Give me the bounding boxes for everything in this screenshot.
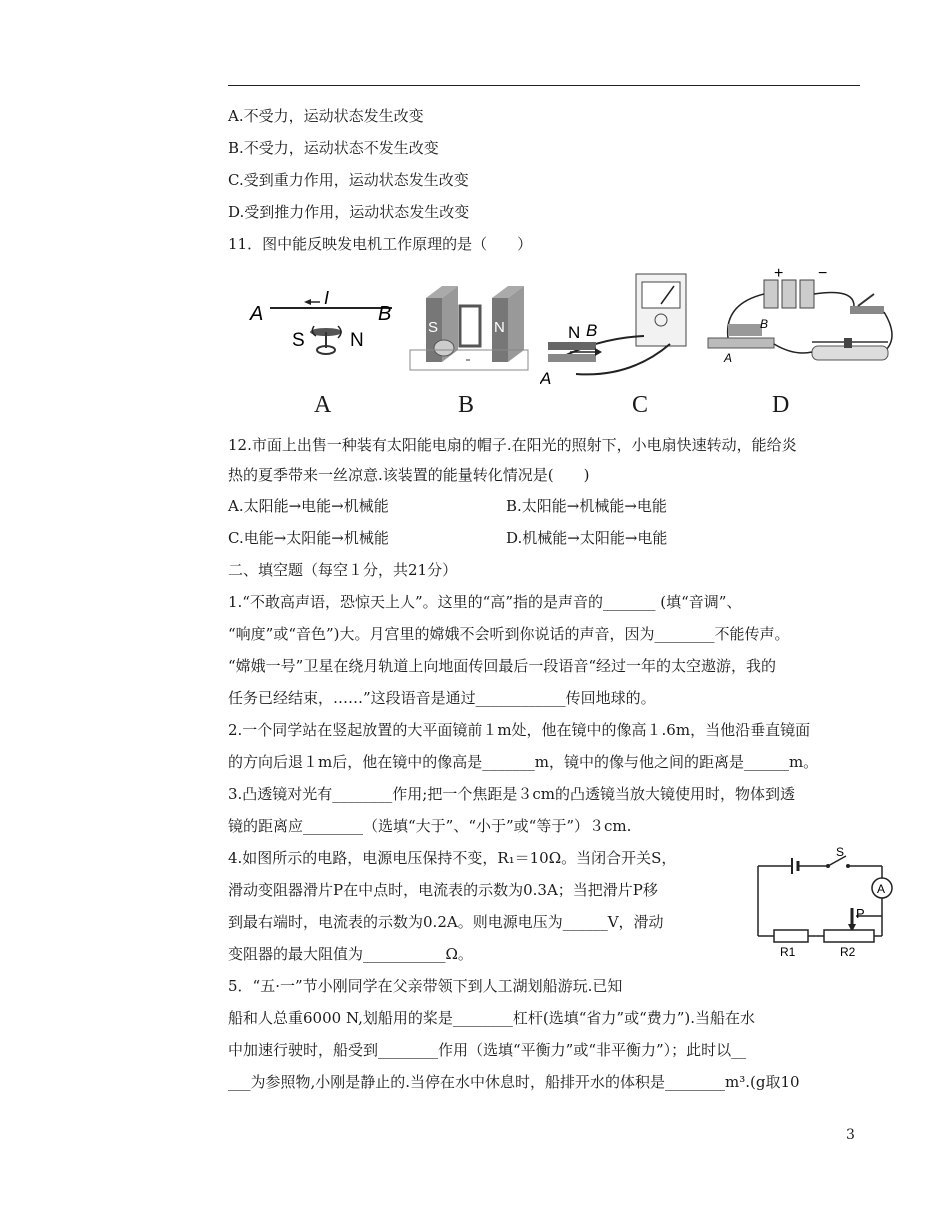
option-a: A.不受力，运动状态发生改变 <box>228 107 424 125</box>
question-12-line1: 12.市面上出售一种装有太阳能电扇的帽子.在阳光的照射下，小电扇快速转动，能给炎 <box>228 436 797 454</box>
fill-5-line4: ___为参照物,小刚是静止的.当停在水中休息时，船排开水的体积是________m³.(g取10 <box>228 1073 800 1091</box>
option-b: B.不受力，运动状态不发生改变 <box>228 139 439 157</box>
fill-1-line3: “嫦娥一号”卫星在绕月轨道上向地面传回最后一段语音“经过一年的太空遨游，我的 <box>228 657 777 675</box>
circuit-label-p: P <box>856 906 865 921</box>
fill-4-line4: 变阻器的最大阻值为___________Ω。 <box>228 945 473 963</box>
label-b-s: S <box>428 319 439 336</box>
circuit-label-r2: R2 <box>840 945 856 958</box>
fill-2-line2: 的方向后退１m后，他在镜中的像高是_______m，镜中的像与他之间的距离是______m。 <box>228 753 819 771</box>
figure-b-label: B <box>458 392 475 418</box>
question-11-stem: 11．图中能反映发电机工作原理的是（ ） <box>228 235 533 253</box>
circuit-diagram <box>752 846 902 958</box>
figure-a-label: A <box>314 392 332 418</box>
fill-4-line2: 滑动变阻器滑片P在中点时，电流表的示数为0.3A；当把滑片P移 <box>228 881 658 899</box>
label-d-minus: − <box>818 268 828 282</box>
label-a-left: A <box>250 303 264 325</box>
figure-b-coil-in-magnet <box>406 268 536 388</box>
fill-4-line3: 到最右端时，电流表的示数为0.2A。则电源电压为______V，滑动 <box>228 913 664 931</box>
fill-3-line1: 3.凸透镜对光有________作用;把一个焦距是３cm的凸透镜当放大镜使用时，物体到透 <box>228 785 795 803</box>
fill-2-line1: 2.一个同学站在竖起放置的大平面镜前１m处，他在镜中的像高１.6m，当他沿垂直镜面 <box>228 721 811 739</box>
q12-option-a: A.太阳能→电能→机械能 <box>228 497 389 515</box>
label-d-b: B <box>760 317 769 331</box>
figure-a-oersted <box>244 268 404 388</box>
label-c-b: B <box>586 321 598 340</box>
fill-1-line2: “响度”或“音色”)大。月宫里的嫦娥不会听到你说话的声音，因为________不能传声。 <box>228 625 790 643</box>
label-a-right: B <box>378 303 392 325</box>
fill-3-line2: 镜的距离应________（选填“大于”、“小于”或“等于”）３cm. <box>228 817 632 835</box>
fill-1-line4: 任务已经结束，……”这段语音是通过____________传回地球的。 <box>228 689 656 707</box>
label-d-a: A <box>724 351 733 365</box>
fill-4-line1: 4.如图所示的电路，电源电压保持不变，R₁＝10Ω。当闭合开关S， <box>228 849 677 867</box>
figure-c-galvanometer <box>540 268 700 388</box>
page-number: 3 <box>846 1127 855 1143</box>
header-rule <box>228 85 860 86</box>
label-c-n: N <box>568 323 581 342</box>
circuit-label-r1: R1 <box>780 945 796 958</box>
figure-d-label: D <box>772 392 790 418</box>
fill-5-line1: 5．“五·一”节小刚同学在父亲带领下到人工湖划船游玩.已知 <box>228 977 623 995</box>
label-d-plus: + <box>774 268 784 282</box>
question-12-line2: 热的夏季带来一丝凉意.该装置的能量转化情况是( ) <box>228 466 590 484</box>
question-11-figures <box>244 268 924 428</box>
fill-5-line3: 中加速行驶时，船受到________作用（选填“平衡力”或“非平衡力”）；此时以__ <box>228 1041 747 1059</box>
q12-option-b: B.太阳能→机械能→电能 <box>506 497 667 515</box>
label-current: I <box>324 288 330 308</box>
circuit-label-ammeter: A <box>877 882 886 896</box>
option-d: D.受到推力作用，运动状态发生改变 <box>228 203 470 221</box>
label-b-n: N <box>494 319 505 336</box>
circuit-label-s: S <box>836 846 845 859</box>
fill-1-line1: 1.“不敢高声语，恐惊天上人”。这里的“高”指的是声音的_______ (填“音调”、 <box>228 593 742 611</box>
label-c-a: A <box>540 369 552 388</box>
q12-option-d: D.机械能→太阳能→电能 <box>506 529 668 547</box>
section-heading: 二、填空题（每空１分，共21分） <box>228 561 458 579</box>
label-n: N <box>350 330 364 351</box>
q12-option-c: C.电能→太阳能→机械能 <box>228 529 389 547</box>
label-s: S <box>292 330 305 351</box>
figure-c-label: C <box>632 392 649 418</box>
figure-d-circuit <box>704 268 904 388</box>
option-c: C.受到重力作用，运动状态发生改变 <box>228 171 469 189</box>
fill-5-line2: 船和人总重6000 N,划船用的桨是________杠杆(选填“省力”或“费力”).当船在水 <box>228 1009 756 1027</box>
